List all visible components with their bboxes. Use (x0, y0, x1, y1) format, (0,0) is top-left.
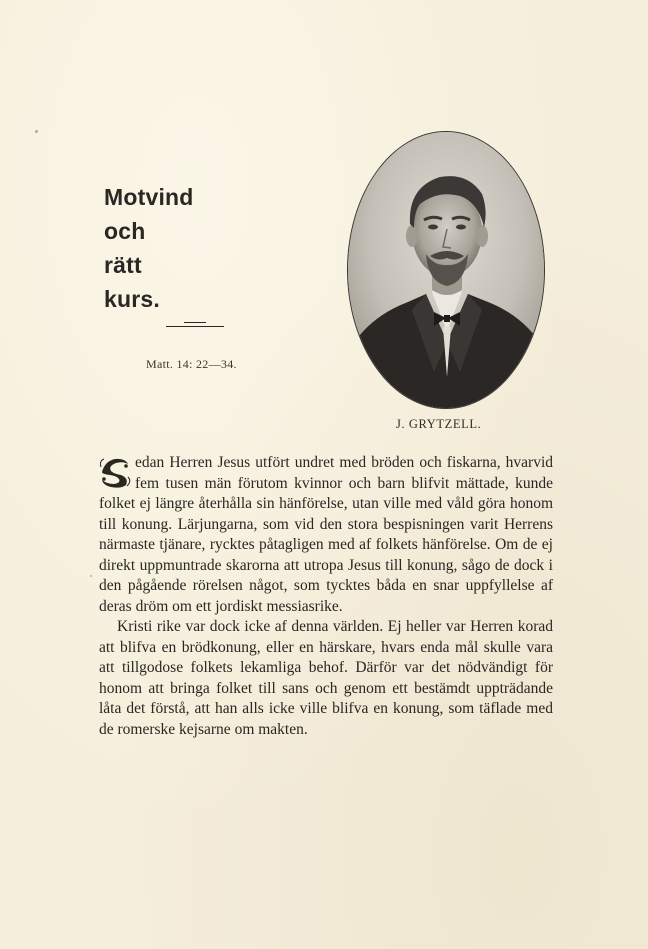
portrait-photo (347, 131, 545, 409)
ornamental-drop-cap-s-icon (99, 455, 131, 489)
paragraph-2: Kristi rike var dock icke af denna världen. Ej heller var Herren korad att blifva en brödkonung, eller en härskare, hvars enda mål skulle vara att tillgodose folkets lekamliga behof. Därför var det nödvändigt för honom att bringa folket till sans och genom ett bestämdt uppträdande låta det förstå, att han alls icke ville blifva en konung, som täflade med de romerske kejsarne om makten. (99, 618, 553, 738)
scripture-reference: Matt. 14: 22—34. (146, 357, 237, 371)
paragraph-1 (99, 453, 553, 617)
title-divider (166, 322, 224, 327)
title-line-4: kurs. (104, 286, 160, 312)
title-line-2: och (104, 218, 146, 244)
paper-speck (90, 575, 92, 577)
article-title (104, 180, 264, 316)
title-line-1: Motvind (104, 184, 194, 210)
paper-speck (35, 130, 38, 133)
article-body (99, 453, 553, 740)
portrait-caption: J. GRYTZELL. (396, 417, 482, 431)
title-line-3: rätt (104, 252, 142, 278)
paragraph-1-text: edan Herren Jesus utfört undret med bröden och fiskarna, hvarvid fem tusen män förutom kvinnor och barn blifvit mättade, kunde folket ej längre återhålla sin hänförelse, utan ville med våld göra honom till konung. Lärjungarna, som vid den stora bespisningen varit Herrens närmaste tjänare, rycktes påtagligen med af folkets hänförelse. Om de ej direkt uppmuntrade skarorna att utropa Jesus till konung, sågo de dock i den pågående rörelsen något, som tycktes båda en snar uppfyllelse af deras dröm om ett jordiskt messiasrike. (99, 454, 553, 615)
